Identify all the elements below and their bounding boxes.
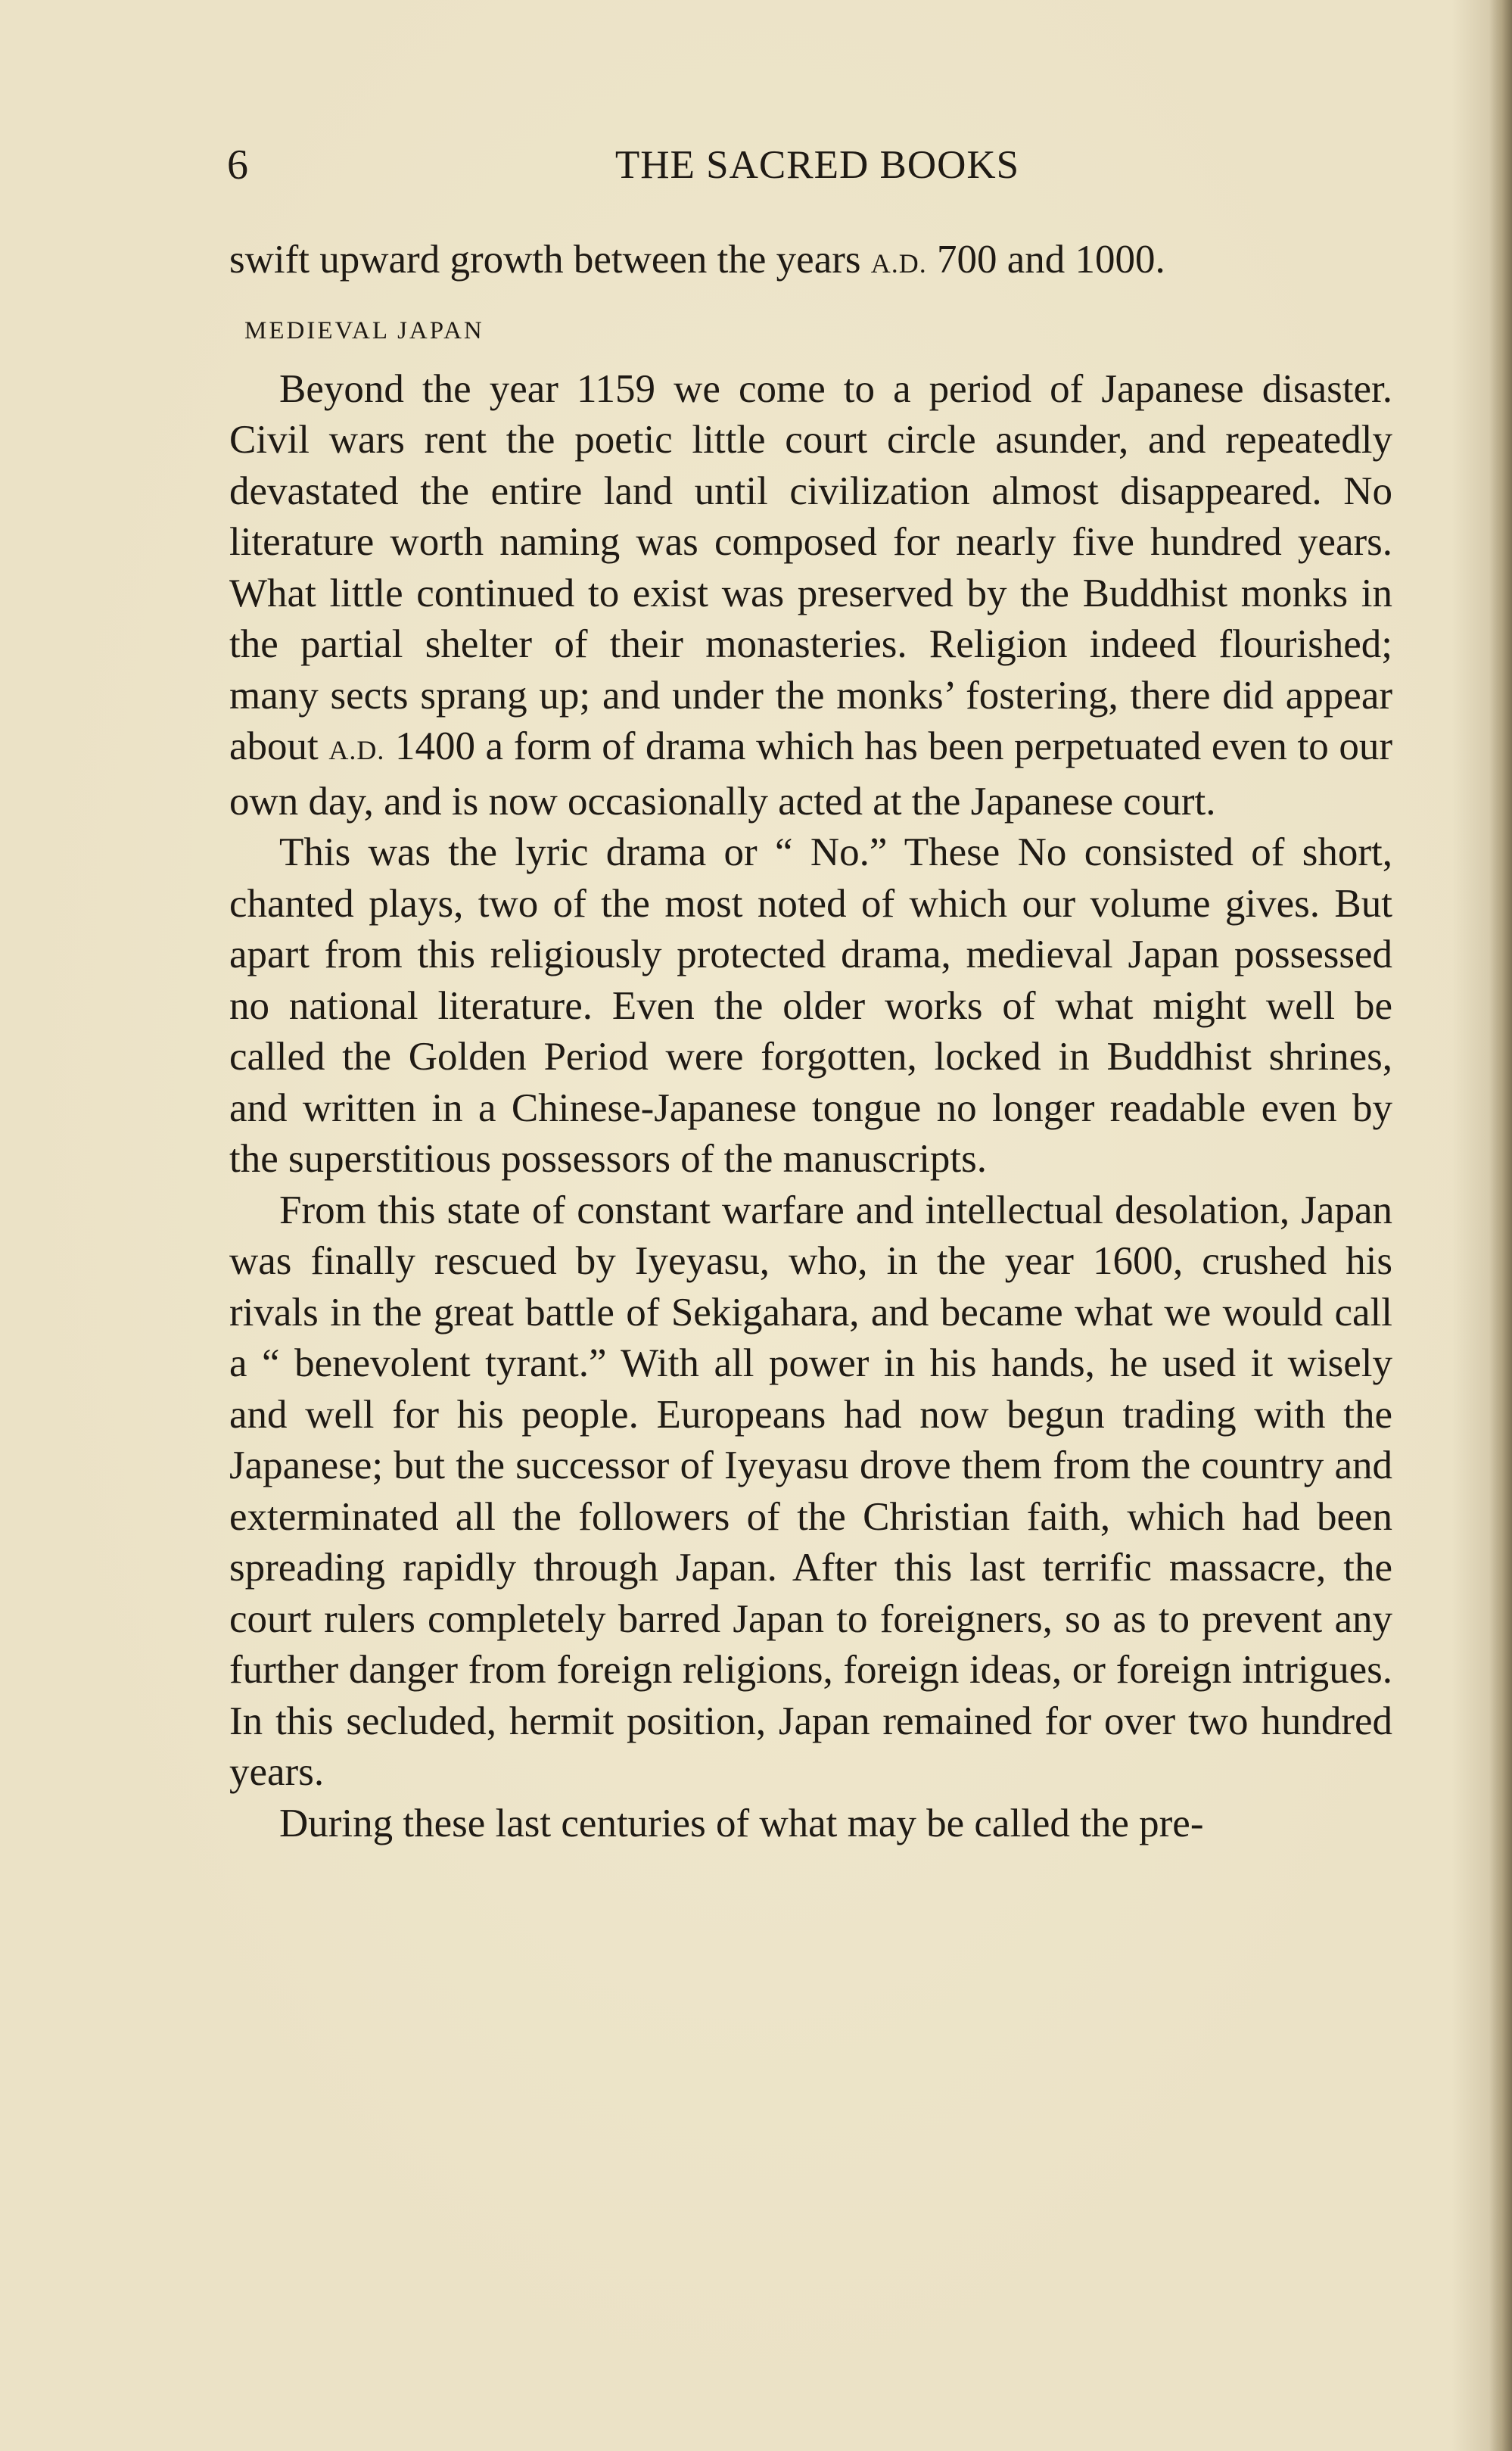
continued-paragraph bbox=[229, 235, 1392, 290]
text-run: 1400 a form of drama which has been perpetuated even to our own day, and is now occasionally acted at the Japanese court. bbox=[229, 724, 1393, 824]
page-edge bbox=[1489, 0, 1512, 2451]
running-title: THE SACRED BOOKS bbox=[614, 143, 1020, 187]
text-run: Beyond the year 1159 we come to a period of Japanese disaster. Civil wars rent the poetic little court circle asunder, and repeatedly devastated the entire land until civilization almost disappeared. No literature worth naming was composed for nearly five hundred years. What little continued to exist was preserved by the Buddhist monks in the partial shelter of their monasteries. Religion indeed flourished; many sects sprang up; and under the monks’ fostering, there did appear about bbox=[229, 366, 1392, 768]
paragraph: From this state of constant warfare and intellectual desolation, Japan was finally rescued by Iyeyasu, who, in the year 1600, crushed his rivals in the great battle of Sekigahara, and became what we would call a “ benevolent tyrant.” With all power in his hands, he used it wisely and well for his people. Europeans had now begun trading with the Japanese; but the successor of Iyeyasu drove them from the country and exterminated all the followers of the Christian faith, which had been spreading rapidly through Japan. After this last terrific massacre, the court rulers completely barred Japan to foreigners, so as to prevent any further danger from foreign religions, foreign ideas, or foreign intrigues. In this secluded, hermit position, Japan remained for over two hundred years. bbox=[229, 1188, 1392, 1794]
paragraph bbox=[229, 364, 1392, 828]
paragraph: This was the lyric drama or “ No.” These No consisted of short, chanted plays, two of the most noted of which our volume gives. But apart from this religiously protected drama, medieval Japan possessed no national literature. Even the older works of what might well be called the Golden Period were forgotten, locked in Buddhist shrines, and written in a Chinese-Japanese tongue no longer readable even by the superstitious possessors of the manuscripts. bbox=[229, 830, 1392, 1181]
era-abbreviation: A.D. bbox=[870, 248, 927, 279]
page-header bbox=[227, 135, 1392, 195]
text-run: swift upward growth between the years bbox=[229, 238, 871, 282]
text-run: 700 and 1000. bbox=[926, 238, 1165, 282]
paragraph: During these last centuries of what may be called the pre- bbox=[279, 1801, 1204, 1845]
body-text bbox=[229, 235, 1392, 1849]
page-number: 6 bbox=[227, 142, 248, 188]
section-heading: MEDIEVAL JAPAN bbox=[244, 316, 484, 344]
era-abbreviation: A.D. bbox=[328, 735, 385, 765]
